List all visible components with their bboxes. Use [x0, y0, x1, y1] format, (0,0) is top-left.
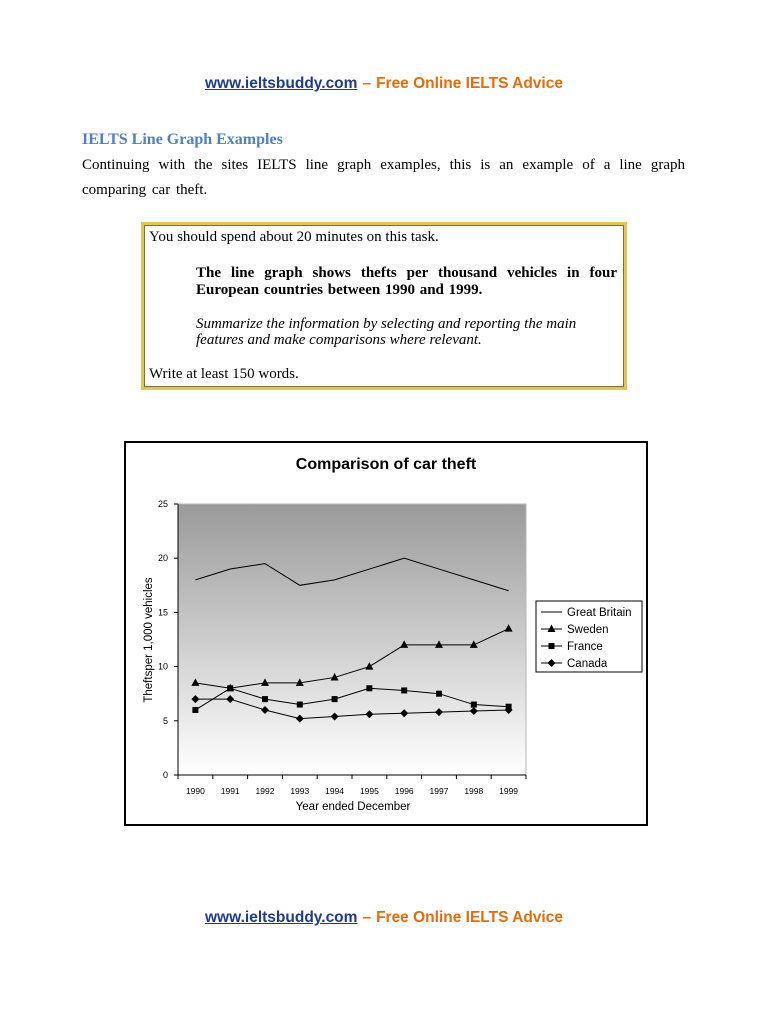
x-tick-label: 1999 [499, 786, 519, 796]
intro-paragraph: Continuing with the sites IELTS line graph examples, this is an example of a line graph comparing car theft. [82, 157, 685, 198]
legend-label-canada: Canada [567, 658, 608, 670]
x-tick-label: 1998 [464, 786, 484, 796]
y-tick-label: 25 [157, 499, 168, 509]
plot-area [178, 504, 526, 775]
header-separator: – [362, 75, 372, 92]
section-heading: IELTS Line Graph Examples [82, 131, 283, 148]
footer-tagline: Free Online IELTS Advice [376, 909, 563, 926]
y-tick-label: 0 [162, 770, 168, 780]
car-theft-line-chart [126, 443, 646, 824]
data-point-france-1995 [366, 685, 372, 691]
y-axis-title: Theftsper 1,000 vehicles [143, 577, 155, 703]
data-point-france-1996 [401, 687, 407, 693]
legend-label-sweden: Sweden [567, 624, 609, 636]
chart-title: Comparison of car theft [295, 456, 477, 473]
x-axis-title: Year ended December [295, 801, 411, 813]
site-link[interactable]: www.ieltsbuddy.com [205, 75, 358, 92]
chart-frame [124, 441, 648, 826]
x-tick-label: 1996 [394, 786, 414, 796]
x-tick-label: 1993 [290, 786, 310, 796]
task-box [141, 222, 627, 390]
time-instruction: You should spend about 20 minutes on this task. [149, 229, 439, 245]
task-prompt: The line graph shows thefts per thousand vehicles in four European countries between 1990 and 1999. [196, 265, 617, 298]
data-point-france-1993 [297, 702, 303, 708]
data-point-france-1997 [436, 691, 442, 697]
data-point-france-1991 [227, 685, 233, 691]
task-instruction: Summarize the information by selecting and reporting the main features and make comparisons where relevant. [196, 316, 577, 348]
plot-layer [158, 499, 526, 796]
data-point-france-1992 [262, 696, 268, 702]
x-tick-label: 1991 [220, 786, 240, 796]
y-tick-label: 20 [157, 553, 168, 564]
y-tick-label: 15 [157, 607, 168, 618]
x-tick-label: 1995 [359, 786, 379, 796]
word-limit: Write at least 150 words. [149, 366, 299, 382]
page-header [0, 75, 768, 93]
y-tick-label: 10 [157, 661, 168, 672]
page-footer [0, 909, 768, 927]
legend-label-great-britain: Great Britain [567, 607, 632, 619]
x-tick-label: 1997 [429, 786, 449, 796]
y-tick-label: 5 [162, 715, 168, 726]
header-tagline: Free Online IELTS Advice [376, 75, 563, 92]
legend-label-france: France [567, 641, 603, 653]
x-tick-label: 1994 [325, 786, 345, 796]
footer-site-link[interactable]: www.ieltsbuddy.com [205, 909, 358, 926]
data-point-france-1990 [192, 707, 198, 713]
data-point-france-1998 [471, 702, 477, 708]
data-point-france-1994 [332, 696, 338, 702]
x-tick-label: 1992 [255, 786, 275, 796]
legend [536, 601, 642, 672]
legend-marker-france [549, 643, 555, 649]
footer-separator: – [362, 909, 372, 926]
x-tick-label: 1990 [185, 786, 205, 796]
